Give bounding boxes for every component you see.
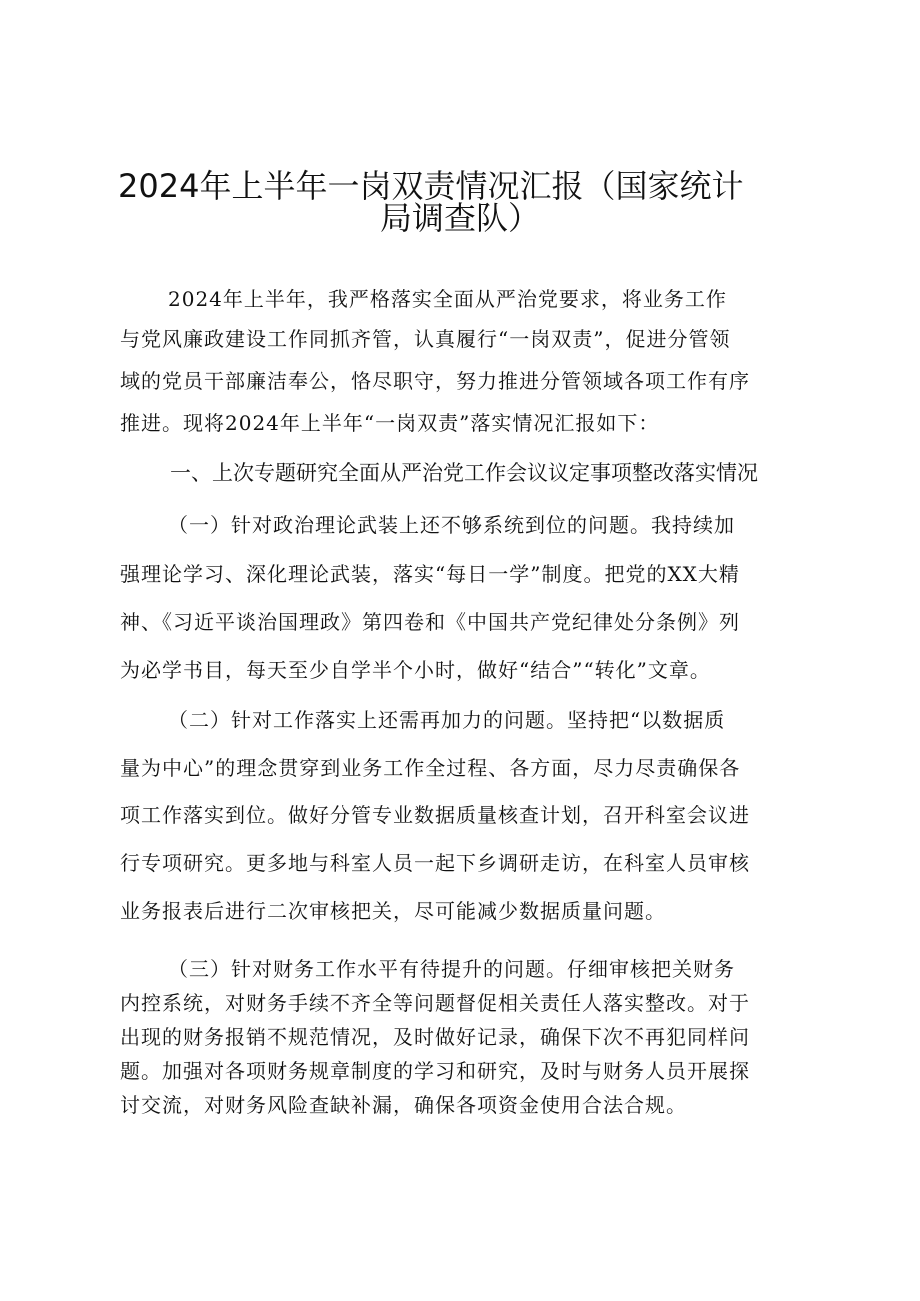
section-heading: 一、上次专题研究全面从严治党工作会议议定事项整改落实情况: [170, 461, 758, 485]
paragraph-3-line: （三）针对财务工作水平有待提升的问题。仔细审核把关财务: [168, 957, 735, 981]
paragraph-2-line: 业务报表后进行二次审核把关，尽可能减少数据质量问题。: [120, 899, 666, 923]
paragraph-3-line: 讨交流，对财务风险查缺补漏，确保各项资金使用合法合规。: [120, 1093, 687, 1117]
paragraph-1-line: 强理论学习、深化理论武装，落实“每日一学”制度。把党的XX大精: [120, 562, 740, 586]
paragraph-1-line: 神、《习近平谈治国理政》第四卷和《中国共产党纪律处分条例》列: [120, 610, 740, 634]
intro-line: 与党风廉政建设工作同抓齐管，认真履行“一岗双责”，促进分管领: [120, 327, 731, 351]
paragraph-2-line: 量为中心”的理念贯穿到业务工作全过程、各方面，尽力尽责确保各: [120, 756, 741, 780]
intro-line: 2024年上半年，我严格落实全面从严治党要求，将业务工作: [168, 287, 727, 311]
document-title-line-2: 局调查队）: [379, 199, 540, 237]
paragraph-3-line: 出现的财务报销不规范情况，及时做好记录，确保下次不再犯同样问: [120, 1025, 750, 1049]
paragraph-2-line: （二）针对工作落实上还需再加力的问题。坚持把“以数据质: [168, 708, 726, 732]
document-title-line-1: 2024年上半年一岗双责情况汇报（国家统计: [118, 167, 744, 205]
paragraph-2-line: 项工作落实到位。做好分管专业数据质量核查计划，召开科室会议进: [120, 803, 750, 827]
paragraph-3-line: 题。加强对各项财务规章制度的学习和研究，及时与财务人员开展探: [120, 1059, 750, 1083]
intro-line: 推进。现将2024年上半年“一岗双责”落实情况汇报如下：: [120, 411, 660, 435]
paragraph-3-line: 内控系统，对财务手续不齐全等问题督促相关责任人落实整改。对于: [120, 991, 750, 1015]
paragraph-1-line: （一）针对政治理论武装上还不够系统到位的问题。我持续加: [168, 513, 735, 537]
paragraph-2-line: 行专项研究。更多地与科室人员一起下乡调研走访，在科室人员审核: [120, 851, 750, 875]
paragraph-1-line: 为必学书目，每天至少自学半个小时，做好“结合”“转化”文章。: [120, 658, 711, 682]
intro-line: 域的党员干部廉洁奉公，恪尽职守，努力推进分管领域各项工作有序: [120, 369, 750, 393]
